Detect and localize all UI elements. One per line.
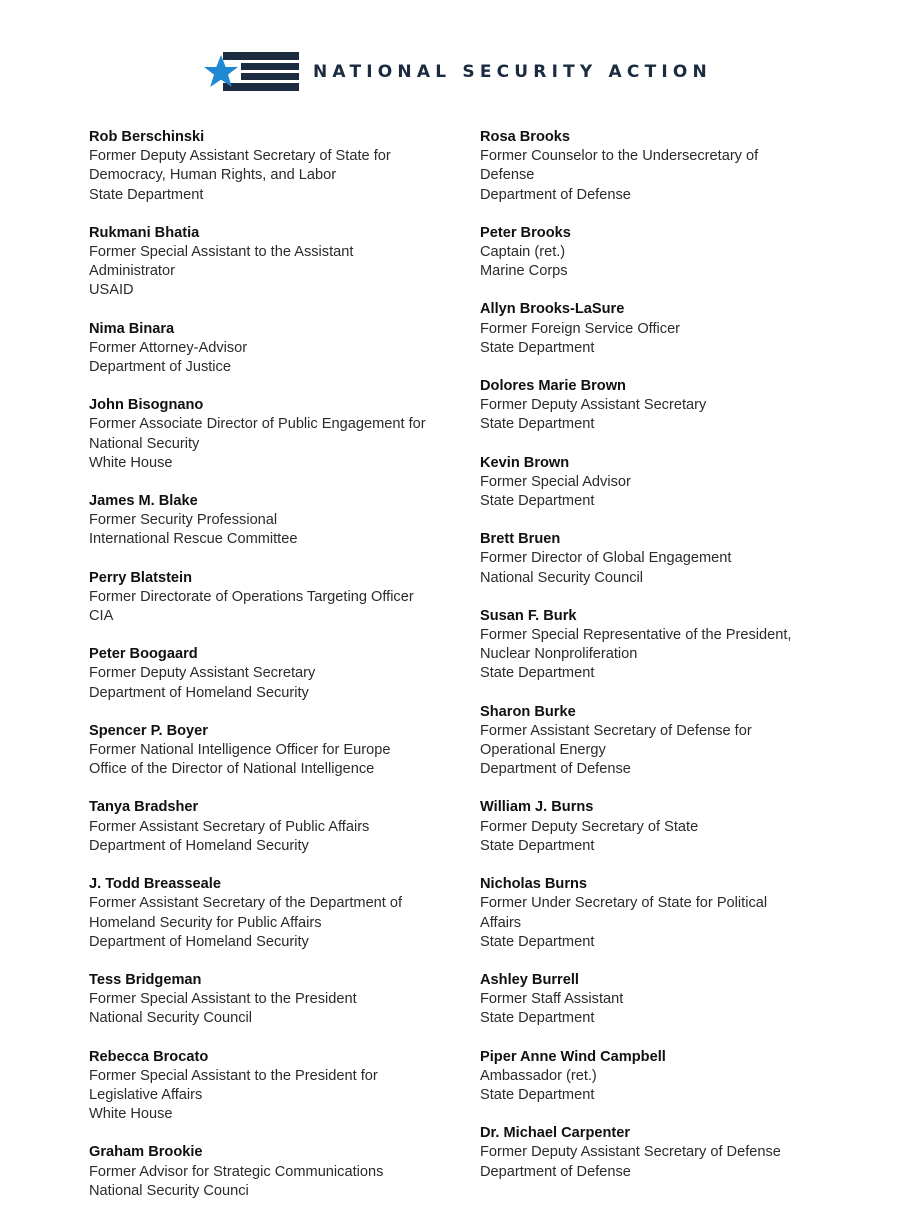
signatory-detail: National Security Council: [89, 1010, 253, 1027]
signatory-detail: Former Director of Global Engagement: [480, 550, 732, 567]
signatory-detail: Former Staff Assistant: [480, 991, 624, 1008]
signatory-name: Sharon Burke: [480, 703, 576, 720]
signatory-detail: Former Security Professional: [89, 512, 278, 529]
signatory-detail: Department of Defense: [480, 761, 631, 778]
organization-name: NATIONAL SECURITY ACTION: [313, 62, 712, 82]
signatory-name: Allyn Brooks-LaSure: [480, 301, 625, 318]
signatory-entry: [480, 1124, 900, 1182]
signatory-detail: Former Deputy Assistant Secretary: [480, 397, 707, 414]
signatory-detail: State Department: [480, 665, 595, 682]
signatory-detail: International Rescue Committee: [89, 531, 298, 548]
signatory-detail: Former Special Assistant to the Assistant: [89, 244, 354, 261]
signatory-detail: Marine Corps: [480, 263, 568, 280]
signatory-name: Spencer P. Boyer: [89, 722, 208, 739]
signatory-detail: Department of Defense: [480, 1163, 631, 1180]
signatory-detail: State Department: [480, 1086, 595, 1103]
signatory-entry: [89, 224, 489, 301]
signatory-name: Peter Boogaard: [89, 646, 198, 663]
signatory-entry: [480, 300, 900, 358]
signatory-detail: National Security: [89, 435, 200, 452]
signatory-entry: [480, 798, 900, 856]
signatory-detail: Affairs: [480, 914, 522, 931]
signatory-detail: Department of Homeland Security: [89, 837, 309, 854]
signatory-name: Dolores Marie Brown: [480, 378, 626, 395]
signatory-name: Susan F. Burk: [480, 607, 577, 624]
signatory-detail: Administrator: [89, 263, 175, 280]
signatory-name: Rob Berschinski: [89, 129, 205, 145]
page-header: [0, 50, 914, 94]
signatory-name: Dr. Michael Carpenter: [480, 1125, 631, 1142]
signatory-entry: [480, 1048, 900, 1106]
signatory-entry: [89, 492, 489, 550]
signatory-name: Brett Bruen: [480, 531, 561, 548]
signatory-detail: Former Special Advisor: [480, 473, 631, 490]
signatory-detail: State Department: [480, 1010, 595, 1027]
signatory-name: Graham Brookie: [89, 1144, 203, 1161]
signatory-detail: White House: [89, 1106, 173, 1123]
signatory-entry: [89, 645, 489, 703]
signatory-detail: Former Deputy Secretary of State: [480, 818, 699, 835]
signatories-column-right: [480, 128, 900, 1201]
signatory-detail: Former National Intelligence Officer for Europe: [89, 742, 391, 759]
signatory-detail: Legislative Affairs: [89, 1086, 203, 1103]
signatory-detail: Former Counselor to the Undersecretary of: [480, 148, 759, 165]
signatory-entry: [480, 377, 900, 435]
signatory-entry: [480, 971, 900, 1029]
signatory-detail: Former Advisor for Strategic Communications: [89, 1163, 384, 1180]
signatory-detail: Former Special Representative of the President,: [480, 627, 792, 644]
signatory-detail: State Department: [480, 837, 595, 854]
signatory-name: Piper Anne Wind Campbell: [480, 1048, 666, 1065]
signatory-detail: Former Deputy Assistant Secretary: [89, 665, 316, 682]
signatory-detail: State Department: [480, 339, 595, 356]
signatory-detail: Democracy, Human Rights, and Labor: [89, 167, 337, 184]
signatory-name: Rebecca Brocato: [89, 1048, 209, 1065]
signatory-detail: Former Associate Director of Public Engagement for: [89, 416, 426, 433]
signatory-detail: Operational Energy: [480, 742, 606, 759]
signatory-entry: [89, 1143, 489, 1201]
signatory-entry: [480, 454, 900, 512]
signatory-name: James M. Blake: [89, 493, 198, 510]
signatory-entry: [89, 971, 489, 1029]
signatory-detail: Captain (ret.): [480, 244, 566, 261]
signatory-detail: Department of Justice: [89, 359, 231, 376]
signatory-name: Rosa Brooks: [480, 129, 571, 145]
signatory-detail: Office of the Director of National Intelligence: [89, 761, 375, 778]
signatory-entry: [480, 530, 900, 588]
signatory-entry: [89, 128, 489, 205]
signatory-name: Rukmani Bhatia: [89, 224, 200, 241]
signatory-detail: National Security Counci: [89, 1182, 249, 1199]
signatory-detail: National Security Council: [480, 569, 644, 586]
signatory-detail: White House: [89, 454, 173, 471]
signatory-detail: State Department: [480, 416, 595, 433]
signatory-name: Ashley Burrell: [480, 971, 579, 988]
signatory-entry: [89, 798, 489, 856]
signatory-name: Tanya Bradsher: [89, 799, 199, 816]
signatory-detail: State Department: [480, 493, 595, 510]
signatory-detail: Former Deputy Assistant Secretary of State for: [89, 148, 391, 165]
signatory-name: J. Todd Breasseale: [89, 876, 221, 893]
signatory-entry: [480, 875, 900, 952]
signatory-name: Nicholas Burns: [480, 876, 588, 893]
signatory-detail: Former Assistant Secretary of Defense for: [480, 722, 752, 739]
signatory-detail: Department of Homeland Security: [89, 684, 309, 701]
signatory-detail: Nuclear Nonproliferation: [480, 646, 638, 663]
signatory-detail: Former Deputy Assistant Secretary of Defense: [480, 1144, 781, 1161]
signatory-detail: Former Under Secretary of State for Political: [480, 895, 768, 912]
signatory-name: William J. Burns: [480, 799, 594, 816]
signatory-name: John Bisognano: [89, 397, 204, 414]
signatory-detail: Department of Homeland Security: [89, 933, 309, 950]
signatory-detail: Former Special Assistant to the President: [89, 991, 357, 1008]
signatory-detail: USAID: [89, 282, 134, 299]
signatory-name: Perry Blatstein: [89, 569, 193, 586]
signatory-name: Nima Binara: [89, 320, 175, 337]
signatory-detail: Department of Defense: [480, 186, 631, 203]
signatory-detail: State Department: [480, 933, 595, 950]
signatory-entry: [89, 396, 489, 473]
signatory-detail: Former Assistant Secretary of Public Affairs: [89, 818, 370, 835]
signatory-entry: [480, 703, 900, 780]
signatory-detail: Ambassador (ret.): [480, 1067, 597, 1084]
star-stripes-logo-icon: [201, 52, 299, 92]
signatory-detail: Former Assistant Secretary of the Department of: [89, 895, 403, 912]
signatory-detail: Former Foreign Service Officer: [480, 320, 681, 337]
signatory-name: Tess Bridgeman: [89, 971, 202, 988]
signatory-detail: Former Special Assistant to the President for: [89, 1067, 378, 1084]
signatory-detail: Homeland Security for Public Affairs: [89, 914, 322, 931]
signatory-entry: [480, 128, 900, 205]
signatory-entry: [89, 722, 489, 780]
signatory-detail: State Department: [89, 186, 204, 203]
signatory-detail: Former Attorney-Advisor: [89, 339, 248, 356]
signatory-entry: [89, 875, 489, 952]
signatory-detail: Former Directorate of Operations Targeting Officer: [89, 588, 414, 605]
signatory-entry: [89, 1048, 489, 1125]
signatory-entry: [89, 569, 489, 627]
signatory-entry: [89, 320, 489, 378]
signatory-detail: CIA: [89, 608, 114, 625]
signatory-entry: [480, 224, 900, 282]
signatory-name: Kevin Brown: [480, 454, 570, 471]
signatories-column-left: [89, 128, 489, 1220]
signatory-entry: [480, 607, 900, 684]
signatory-detail: Defense: [480, 167, 535, 184]
signatory-name: Peter Brooks: [480, 224, 571, 241]
